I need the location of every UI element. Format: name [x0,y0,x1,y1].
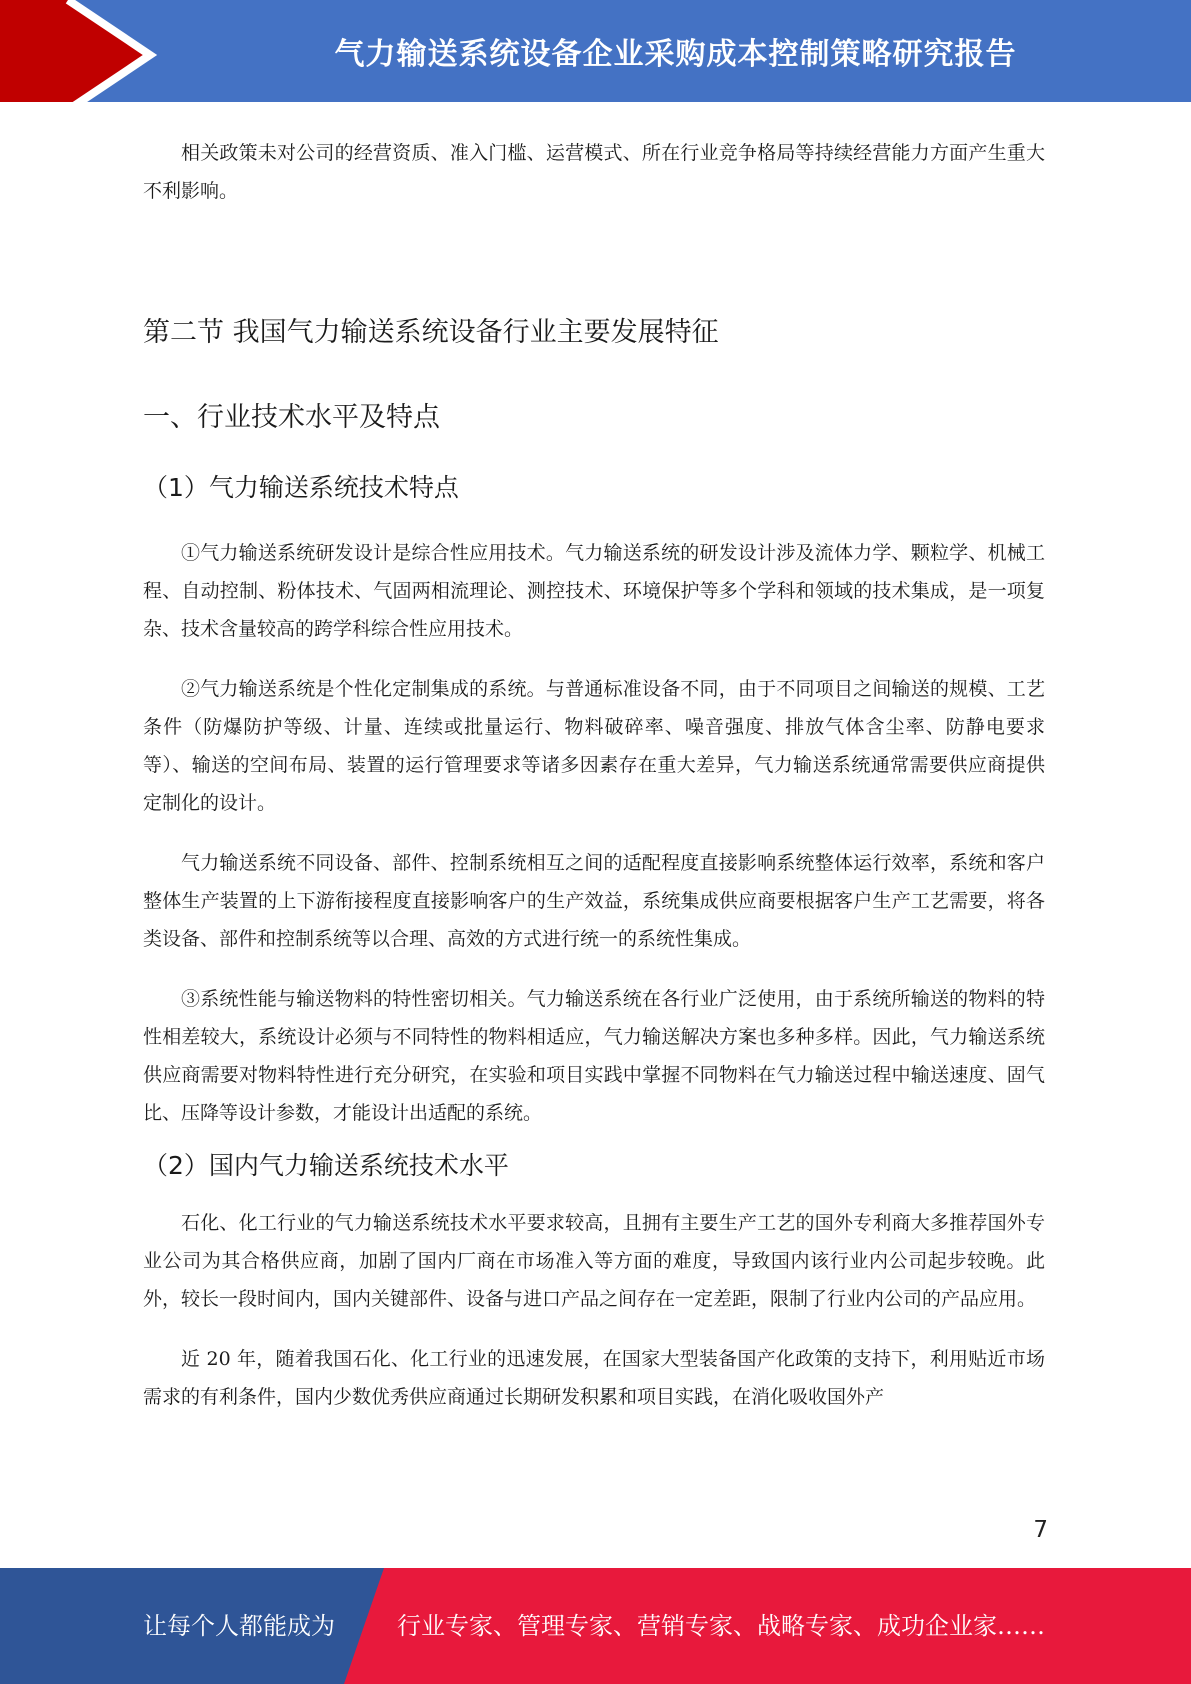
paragraph-5: 石化、化工行业的气力输送系统技术水平要求较高，且拥有主要生产工艺的国外专利商大多推荐国外专业公司为其合格供应商，加剧了国内厂商在市场准入等方面的难度，导致国内该行业内公司起步较晚。此外，较长一段时间内，国内关键部件、设备与进口产品之间存在一定差距，限制了行业内公司的产品应用。 [143,1212,1045,1310]
heading-domestic-level: （2）国内气力输送系统技术水平 [143,1151,509,1180]
section-title: 第二节 我国气力输送系统设备行业主要发展特征 [143,317,719,348]
page-number: 7 [1033,1517,1048,1543]
paragraph-1: ①气力输送系统研发设计是综合性应用技术。气力输送系统的研发设计涉及流体力学、颗粒学、机械工程、自动控制、粉体技术、气固两相流理论、测控技术、环境保护等多个学科和领域的技术集成，是一项复杂、技术含量较高的跨学科综合性应用技术。 [143,542,1045,640]
paragraph-4: ③系统性能与输送物料的特性密切相关。气力输送系统在各行业广泛使用，由于系统所输送的物料的特性相差较大，系统设计必须与不同特性的物料相适应，气力输送解决方案也多种多样。因此，气力输送系统供应商需要对物料特性进行充分研究，在实验和项目实践中掌握不同物料在气力输送过程中输送速度、固气比、压降等设计参数，才能设计出适配的系统。 [143,988,1045,1124]
report-title: 气力输送系统设备企业采购成本控制策略研究报告 [334,37,1017,72]
page-content [143,134,1045,1416]
footer-slogan-left: 让每个人都能成为 [143,1612,335,1640]
footer-slogan-right: 行业专家、管理专家、营销专家、战略专家、成功企业家…… [397,1612,1045,1640]
intro-paragraph: 相关政策未对公司的经营资质、准入门槛、运营模式、所在行业竞争格局等持续经营能力方面产生重大不利影响。 [143,142,1045,202]
paragraph-6: 近 20 年，随着我国石化、化工行业的迅速发展，在国家大型装备国产化政策的支持下，利用贴近市场需求的有利条件，国内少数优秀供应商通过长期研发积累和项目实践，在消化吸收国外产 [143,1348,1045,1408]
paragraph-2: ②气力输送系统是个性化定制集成的系统。与普通标准设备不同，由于不同项目之间输送的规模、工艺条件（防爆防护等级、计量、连续或批量运行、物料破碎率、噪音强度、排放气体含尘率、防静电要求等）、输送的空间布局、装置的运行管理要求等诸多因素存在重大差异，气力输送系统通常需要供应商提供定制化的设计。 [143,678,1045,814]
header-bottom-rule [0,102,1191,110]
subsection-title: 一、行业技术水平及特点 [143,402,440,433]
paragraph-3: 气力输送系统不同设备、部件、控制系统相互之间的适配程度直接影响系统整体运行效率，系统和客户整体生产装置的上下游衔接程度直接影响客户的生产效益，系统集成供应商要根据客户生产工艺需要，将各类设备、部件和控制系统等以合理、高效的方式进行统一的系统性集成。 [143,852,1045,950]
page-header [0,0,1191,110]
heading-tech-features: （1）气力输送系统技术特点 [143,473,459,502]
header-arrow [0,0,150,110]
page-footer [0,1568,1191,1684]
